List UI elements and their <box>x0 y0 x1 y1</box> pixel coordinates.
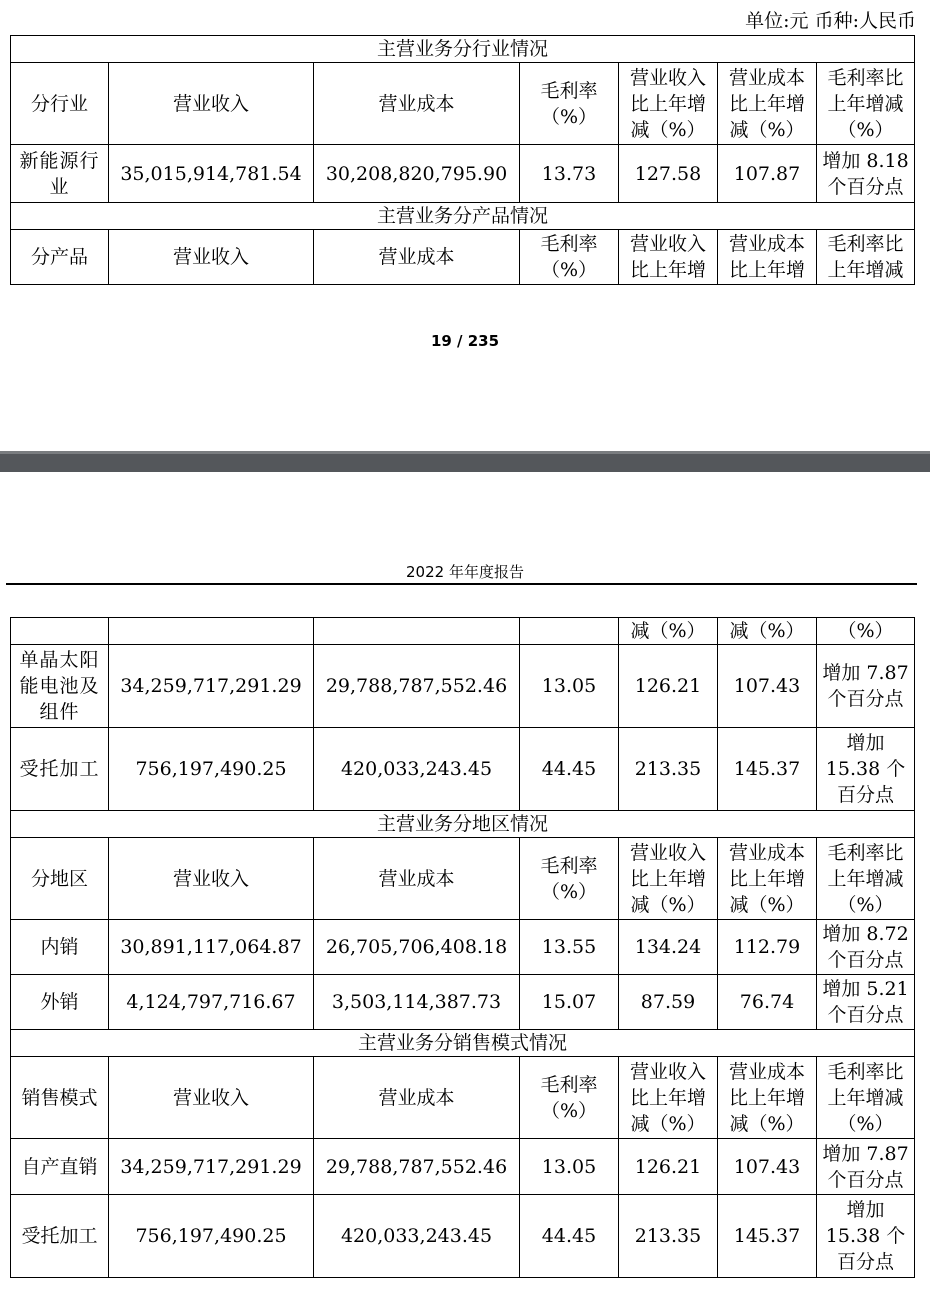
row-margin-change: 增加 7.87 个百分点 <box>817 1139 915 1195</box>
row-cost: 29,788,787,552.46 <box>314 1139 520 1195</box>
header-product: 分产品 <box>11 230 109 285</box>
row-cost: 30,208,820,795.90 <box>314 145 520 203</box>
row-name: 内销 <box>11 920 109 975</box>
row-name: 自产直销 <box>11 1139 109 1195</box>
header-margin-change: 毛利率比上年增减（%） <box>817 838 915 920</box>
row-revenue: 34,259,717,291.29 <box>109 645 314 728</box>
continued-header-blank <box>520 618 619 645</box>
header-margin: 毛利率（%） <box>520 1057 619 1139</box>
row-revenue: 756,197,490.25 <box>109 1195 314 1278</box>
header-rev-change: 营业收入比上年增减（%） <box>619 63 718 145</box>
header-margin-change: 毛利率比上年增减（%） <box>817 63 915 145</box>
continued-header-rev-change: 减（%） <box>619 618 718 645</box>
row-cost-change: 145.37 <box>718 728 817 811</box>
row-name: 受托加工 <box>11 728 109 811</box>
row-name: 新能源行业 <box>11 145 109 203</box>
header-cost-change: 营业成本比上年增减（%） <box>718 63 817 145</box>
header-margin-change: 毛利率比上年增减（%） <box>817 1057 915 1139</box>
header-rev-change: 营业收入比上年增 <box>619 230 718 285</box>
report-header: 2022 年年度报告 <box>406 563 524 581</box>
header-cost: 营业成本 <box>314 1057 520 1139</box>
continued-header-blank <box>11 618 109 645</box>
row-revenue: 4,124,797,716.67 <box>109 975 314 1030</box>
row-revenue: 756,197,490.25 <box>109 728 314 811</box>
continued-header-blank <box>314 618 520 645</box>
row-rev-change: 126.21 <box>619 645 718 728</box>
row-margin: 13.55 <box>520 920 619 975</box>
section-title-product: 主营业务分产品情况 <box>11 203 915 230</box>
section-title-sales-model: 主营业务分销售模式情况 <box>11 1030 915 1057</box>
header-revenue: 营业收入 <box>109 63 314 145</box>
row-cost: 420,033,243.45 <box>314 1195 520 1278</box>
header-revenue: 营业收入 <box>109 230 314 285</box>
header-industry: 分行业 <box>11 63 109 145</box>
continued-header-cost-change: 减（%） <box>718 618 817 645</box>
header-region: 分地区 <box>11 838 109 920</box>
row-margin: 44.45 <box>520 728 619 811</box>
table-row <box>11 1195 915 1278</box>
row-rev-change: 134.24 <box>619 920 718 975</box>
header-margin: 毛利率（%） <box>520 838 619 920</box>
page-separator-highlight <box>0 451 930 454</box>
row-margin-change: 增加 8.72 个百分点 <box>817 920 915 975</box>
header-revenue: 营业收入 <box>109 1057 314 1139</box>
continued-header-margin-change: （%） <box>817 618 915 645</box>
row-rev-change: 87.59 <box>619 975 718 1030</box>
header-cost: 营业成本 <box>314 63 520 145</box>
row-rev-change: 213.35 <box>619 1195 718 1278</box>
header-margin-change: 毛利率比上年增减 <box>817 230 915 285</box>
row-cost: 29,788,787,552.46 <box>314 645 520 728</box>
row-margin: 44.45 <box>520 1195 619 1278</box>
row-margin-change: 增加 5.21 个百分点 <box>817 975 915 1030</box>
row-cost-change: 112.79 <box>718 920 817 975</box>
header-cost: 营业成本 <box>314 230 520 285</box>
row-rev-change: 126.21 <box>619 1139 718 1195</box>
header-revenue: 营业收入 <box>109 838 314 920</box>
unit-currency-note: 单位:元 币种:人民币 <box>745 10 916 32</box>
header-margin: 毛利率（%） <box>520 63 619 145</box>
header-cost-change: 营业成本比上年增减（%） <box>718 1057 817 1139</box>
row-cost-change: 107.87 <box>718 145 817 203</box>
row-cost-change: 145.37 <box>718 1195 817 1278</box>
row-cost-change: 76.74 <box>718 975 817 1030</box>
page-separator <box>0 451 930 472</box>
row-margin: 13.05 <box>520 1139 619 1195</box>
row-cost: 26,705,706,408.18 <box>314 920 520 975</box>
header-rule <box>6 583 917 585</box>
table-row <box>11 145 915 203</box>
header-cost: 营业成本 <box>314 838 520 920</box>
section-title-region: 主营业务分地区情况 <box>11 811 915 838</box>
header-cost-change: 营业成本比上年增 <box>718 230 817 285</box>
row-rev-change: 213.35 <box>619 728 718 811</box>
row-name: 外销 <box>11 975 109 1030</box>
row-revenue: 34,259,717,291.29 <box>109 1139 314 1195</box>
row-cost: 420,033,243.45 <box>314 728 520 811</box>
header-cost-change: 营业成本比上年增减（%） <box>718 838 817 920</box>
row-name: 单晶太阳能电池及组件 <box>11 645 109 728</box>
row-margin: 13.73 <box>520 145 619 203</box>
row-rev-change: 127.58 <box>619 145 718 203</box>
row-margin-change: 增加 15.38 个百分点 <box>817 728 915 811</box>
header-rev-change: 营业收入比上年增减（%） <box>619 838 718 920</box>
table-row <box>11 728 915 811</box>
industry-product-table <box>10 35 915 285</box>
row-cost: 3,503,114,387.73 <box>314 975 520 1030</box>
table-row <box>11 920 915 975</box>
table-row <box>11 645 915 728</box>
row-margin-change: 增加 7.87 个百分点 <box>817 645 915 728</box>
row-margin-change: 增加 8.18 个百分点 <box>817 145 915 203</box>
section-title-industry: 主营业务分行业情况 <box>11 36 915 63</box>
table-row <box>11 1139 915 1195</box>
row-margin: 15.07 <box>520 975 619 1030</box>
row-revenue: 35,015,914,781.54 <box>109 145 314 203</box>
product-region-sales-table <box>10 617 915 1278</box>
row-name: 受托加工 <box>11 1195 109 1278</box>
row-margin: 13.05 <box>520 645 619 728</box>
header-margin: 毛利率（%） <box>520 230 619 285</box>
row-revenue: 30,891,117,064.87 <box>109 920 314 975</box>
row-margin-change: 增加 15.38 个百分点 <box>817 1195 915 1278</box>
page-number: 19 / 235 <box>430 332 500 350</box>
row-cost-change: 107.43 <box>718 1139 817 1195</box>
continued-header-blank <box>109 618 314 645</box>
header-rev-change: 营业收入比上年增减（%） <box>619 1057 718 1139</box>
row-cost-change: 107.43 <box>718 645 817 728</box>
table-row <box>11 975 915 1030</box>
header-sales-model: 销售模式 <box>11 1057 109 1139</box>
